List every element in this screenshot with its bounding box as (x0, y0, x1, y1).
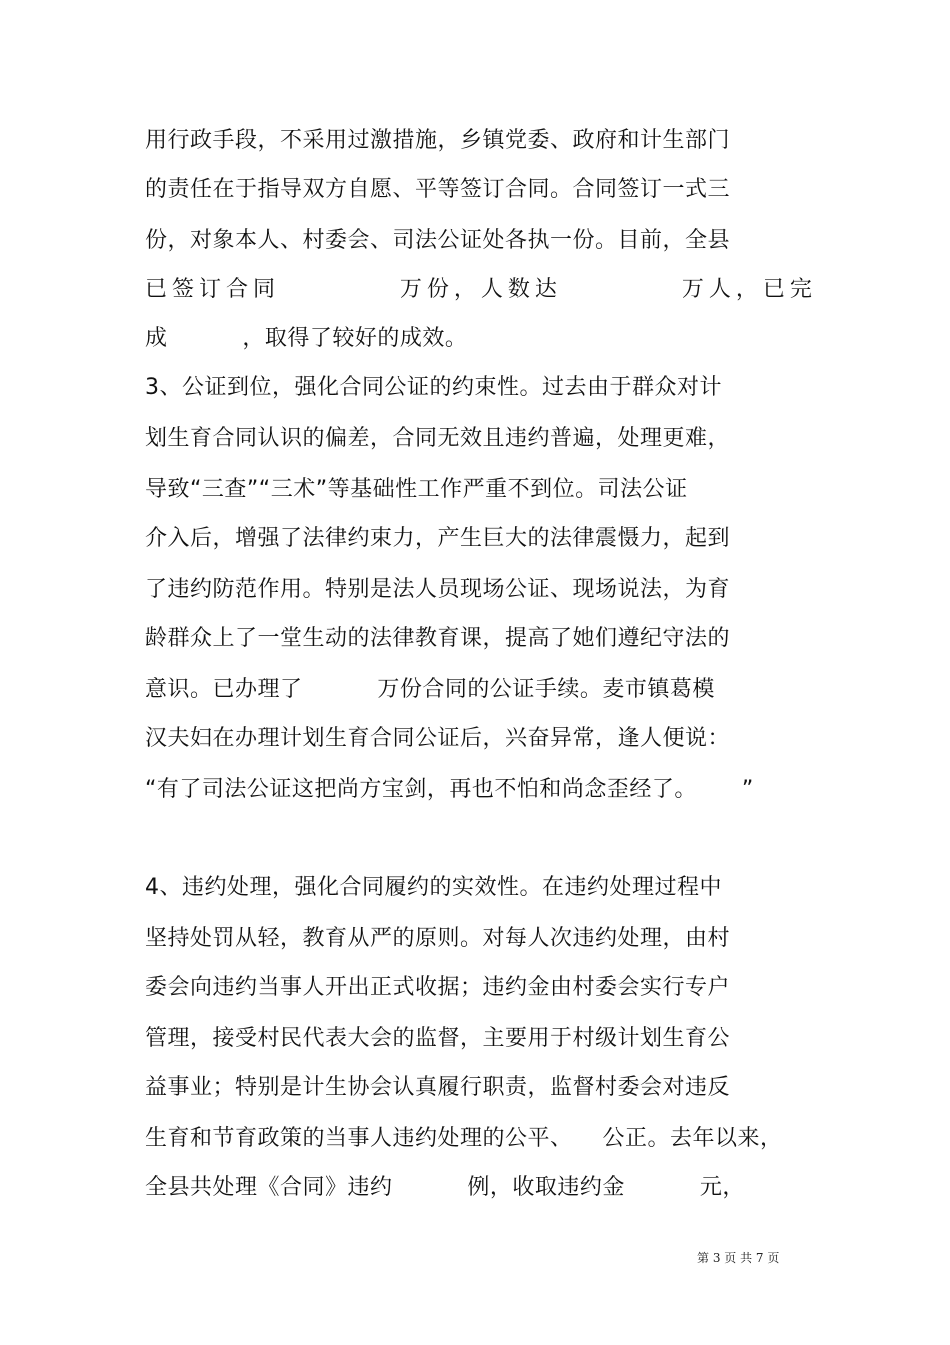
text-line: 已签订合同 万份，人数达 万人，已完 (145, 277, 817, 302)
text-line: 导致“三查”“三术”等基础性工作严重不到位。司法公证 (145, 477, 688, 502)
text-line: 全县共处理《合同》违约 例，收取违约金 元， (145, 1175, 745, 1200)
text-line: “有了司法公证这把尚方宝剑，再也不怕和尚念歪经了。 ” (145, 777, 754, 802)
text-line: 意识。已办理了 万份合同的公证手续。麦市镇葛模 (145, 677, 715, 702)
text-line: 了违约防范作用。特别是法人员现场公证、现场说法，为育 (145, 577, 731, 602)
text-line: 管理，接受村民代表大会的监督，主要用于村级计划生育公 (145, 1026, 731, 1051)
text-line: 委会向违约当事人开出正式收据；违约金由村委会实行专户 (145, 975, 731, 1000)
text-line: 龄群众上了一堂生动的法律教育课，提高了她们遵纪守法的 (145, 626, 731, 651)
text-line: 益事业；特别是计生协会认真履行职责，监督村委会对违反 (145, 1075, 731, 1100)
text-line: 坚持处罚从轻，教育从严的原则。对每人次违约处理，由村 (145, 926, 731, 951)
text-line: 4、违约处理，强化合同履约的实效性。在违约处理过程中 (145, 875, 722, 900)
text-line: 生育和节育政策的当事人违约处理的公平、 公正。去年以来， (145, 1126, 783, 1151)
text-line: 汉夫妇在办理计划生育合同公证后，兴奋异常，逢人便说： (145, 726, 731, 751)
text-line: 3、公证到位，强化合同公证的约束性。过去由于群众对计 (145, 375, 722, 400)
text-line: 用行政手段，不采用过激措施，乡镇党委、政府和计生部门 (145, 128, 731, 153)
text-line: 成 ，取得了较好的成效。 (145, 326, 468, 351)
text-line: 介入后，增强了法律约束力，产生巨大的法律震慑力，起到 (145, 526, 731, 551)
text-line: 的责任在于指导双方自愿、平等签订合同。合同签订一式三 (145, 177, 731, 202)
text-line: 划生育合同认识的偏差，合同无效且违约普遍，处理更难， (145, 426, 731, 451)
text-line: 份，对象本人、村委会、司法公证处各执一份。目前，全县 (145, 228, 731, 253)
page-number-footer: 第 3 页 共 7 页 (697, 1251, 780, 1265)
